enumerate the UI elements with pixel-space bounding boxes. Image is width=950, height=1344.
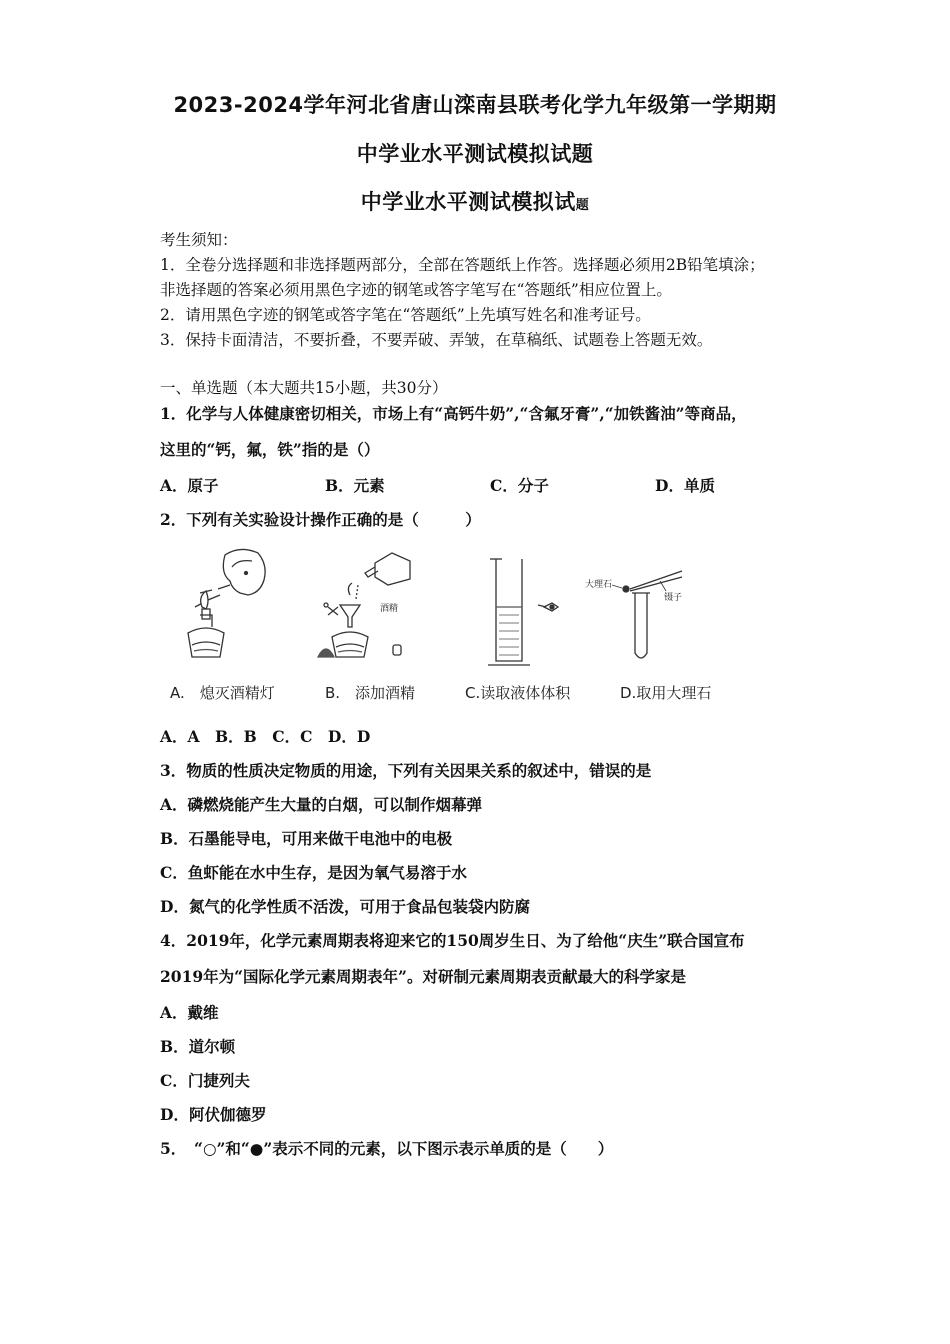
- q3-option-a: A．磷燃烧能产生大量的白烟，可以制作烟幕弹: [160, 795, 483, 814]
- q1-stem-line-2: 这里的“钙，氟，铁”指的是（）: [160, 440, 380, 459]
- q4-stem-line-2: 2019年为“国际化学元素周期表年”。对研制元素周期表贡献最大的科学家是: [160, 967, 686, 986]
- title-line-2: 中学业水平测试模拟试题: [356, 142, 594, 166]
- title-line-1: 2023-2024学年河北省唐山滦南县联考化学九年级第一学期期: [173, 93, 777, 117]
- figure-caption-d: D.取用大理石: [620, 684, 712, 702]
- q3-option-c: C．鱼虾能在水中生存，是因为氧气易溶于水: [160, 863, 467, 882]
- figure-a-extinguish-lamp: [188, 549, 265, 657]
- figure-caption-a: A. 熄灭酒精灯: [170, 684, 275, 702]
- label-tweezers: 镊子: [664, 593, 683, 603]
- q4-stem-line-1: 4．2019年，化学元素周期表将迎来它的150周岁生日、为了给他“庆生”联合国宣布: [160, 931, 745, 950]
- notice-item-1: 1．全卷分选择题和非选择题两部分，全部在答题纸上作答。选择题必须用2B铅笔填涂；: [160, 256, 765, 274]
- figure-caption-b: B. 添加酒精: [325, 684, 416, 702]
- q2-options: A．A B．B C．C D．D: [160, 727, 371, 746]
- notice-item-3: 2．请用黑色字迹的钢笔或答字笔在“答题纸”上先填写姓名和准考证号。: [160, 306, 651, 324]
- figure-d-take-marble: [612, 571, 682, 658]
- title-line-3-small: 题: [575, 198, 590, 213]
- q1-stem-line-1: 1．化学与人体健康密切相关，市场上有“高钙牛奶”,“含氟牙膏”,“加铁酱油”等商品，: [160, 404, 747, 423]
- title-line-3-main: 中学业水平测试模拟试: [360, 190, 576, 214]
- q3-option-b: B．石墨能导电，可用来做干电池中的电极: [160, 829, 453, 848]
- figure-c-read-cylinder: [488, 559, 558, 665]
- q2-stem: 2．下列有关实验设计操作正确的是（ ）: [160, 510, 481, 529]
- label-marble: 大理石: [585, 580, 613, 590]
- q4-option-a: A．戴维: [160, 1003, 219, 1022]
- q5-stem: 5． “○”和“●”表示不同的元素，以下图示表示单质的是（ ）: [160, 1139, 614, 1158]
- q4-option-c: C．门捷列夫: [160, 1071, 250, 1090]
- q1-option-c: C．分子: [490, 476, 549, 495]
- notice-item-4: 3．保持卡面清洁，不要折叠，不要弄破、弄皱，在草稿纸、试题卷上答题无效。: [160, 331, 713, 349]
- notice-item-2: 非选择题的答案必须用黑色字迹的钢笔或答字笔写在“答题纸”相应位置上。: [160, 281, 672, 299]
- q3-stem: 3．物质的性质决定物质的用途，下列有关因果关系的叙述中，错误的是: [160, 761, 652, 780]
- notice-heading: 考生须知：: [160, 231, 238, 249]
- q1-option-d: D．单质: [655, 476, 715, 495]
- section-heading: 一、单选题（本大题共15小题，共30分）: [160, 379, 448, 397]
- title-line-3: [0, 186, 950, 216]
- figure-caption-c: C.读取液体体积: [465, 684, 571, 702]
- q2-figure-drawing: [160, 545, 760, 680]
- q3-option-d: D．氮气的化学性质不活泼，可用于食品包装袋内防腐: [160, 897, 530, 916]
- q2-figure: [160, 545, 760, 715]
- q1-option-a: A．原子: [160, 476, 219, 495]
- q1-option-b: B．元素: [325, 476, 385, 495]
- q4-option-b: B．道尔顿: [160, 1037, 236, 1056]
- q4-option-d: D．阿伏伽德罗: [160, 1105, 267, 1124]
- label-alcohol: 酒精: [380, 604, 399, 614]
